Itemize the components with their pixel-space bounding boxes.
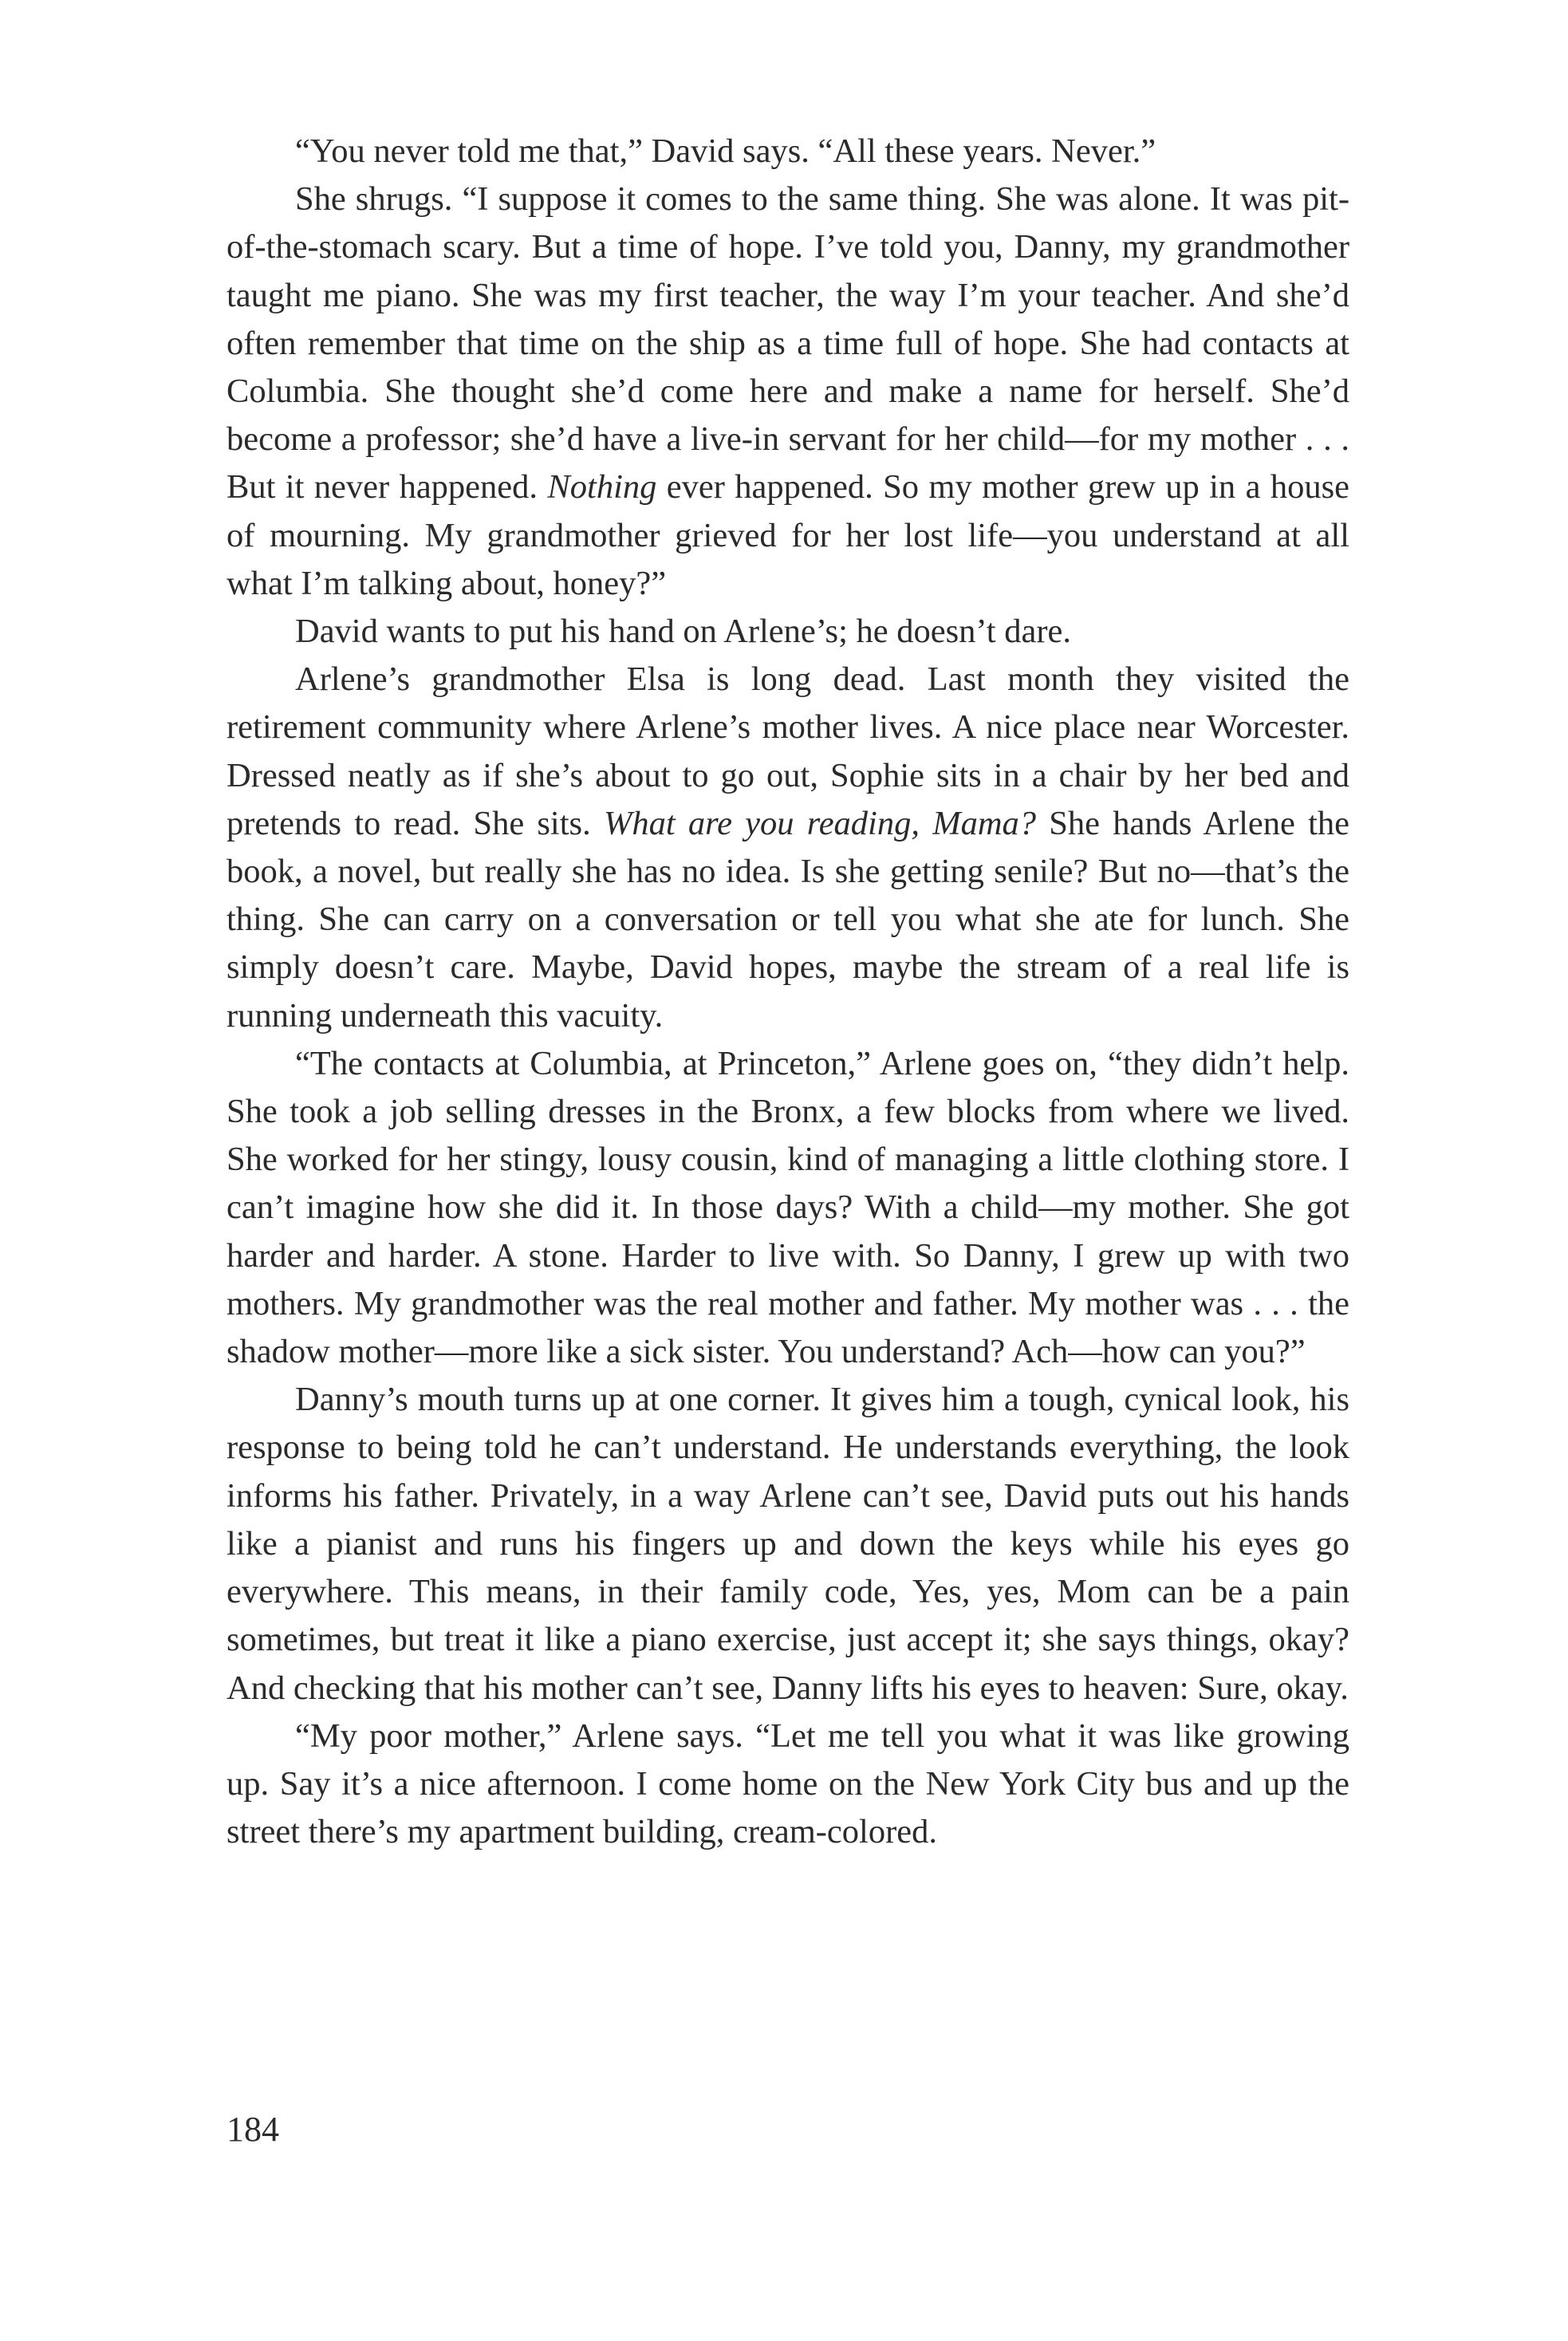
text-segment: She shrugs. “I suppose it comes to the same thing. She was alone. It was pit-of-the-stomach scary. But a time of hope. I’ve told you, Danny, my grandmother taught me piano. She was my first teacher, the way I’m your teacher. And she’d often remember that time on the ship as a time full of hope. She had contacts at Columbia. She thought she’d come here and make a name for herself. She’d become a professor; she’d have a live-in servant for her child—for my mother . . . But it never happened. [227, 180, 1349, 506]
text-segment: “My poor mother,” Arlene says. “Let me tell you what it was like growing up. Say it’s a nice afternoon. I come home on the New York City bus and up the street there’s my apartment building, cream-colored. [227, 1716, 1349, 1851]
text-segment: She hands Arlene the book, a novel, but really she has no idea. Is she getting senile? But no—that’s the thing. She can carry on a conversation or tell you what she ate for lunch. She simply doesn’t care. Maybe, David hopes, maybe the stream of a real life is running underneath this vacuity. [227, 804, 1350, 1035]
text-segment: “The contacts at Columbia, at Princeton,” Arlene goes on, “they didn’t help. She took a job selling dresses in the Bronx, a few blocks from where we lived. She worked for her stingy, lousy cousin, kind of managing a little clothing store. I can’t imagine how she did it. In those days? With a child—my mother. She got harder and harder. A stone. Harder to live with. So Danny, I grew up with two mothers. My grandmother was the real mother and father. My mother was . . . the shadow mother—more like a sick sister. You understand? Ach—how can you?” [227, 1044, 1349, 1371]
page-number: 184 [227, 2110, 279, 2149]
paragraph-1 [227, 128, 1349, 175]
italic-text-segment: What are you reading, Mama? [603, 804, 1037, 842]
paragraph-2 [227, 175, 1349, 608]
text-segment: David wants to put his hand on Arlene’s; he doesn’t dare. [295, 613, 1071, 651]
paragraph-7 [227, 1712, 1349, 1857]
paragraph-6 [227, 1376, 1349, 1712]
paragraph-5 [227, 1040, 1349, 1376]
text-segment: ever happened. So my mother grew up in a house of mourning. My grandmother grieved for her lost life—you understand at all what I’m talking about, honey?” [227, 468, 1349, 602]
paragraph-4 [227, 656, 1349, 1040]
body-text [227, 128, 1349, 1856]
paragraph-3 [227, 608, 1349, 656]
text-segment: Danny’s mouth turns up at one corner. It gives him a tough, cynical look, his response to being told he can’t understand. He understands everything, the look informs his father. Privately, in a way Arlene can’t see, David puts out his hands like a pianist and runs his fingers up and down the keys while his eyes go everywhere. This means, in their family code, Yes, yes, Mom can be a pain sometimes, but treat it like a piano exercise, just accept it; she says things, okay? And checking that his mother can’t see, Danny lifts his eyes to heaven: Sure, okay. [227, 1381, 1349, 1707]
italic-text-segment: Nothing [547, 468, 657, 506]
text-segment: “You never told me that,” David says. “All these years. Never.” [295, 132, 1156, 170]
text-segment: Arlene’s grandmother Elsa is long dead. Last month they visited the retirement community where Arlene’s mother lives. A nice place near Worcester. Dressed neatly as if she’s about to go out, Sophie sits in a chair by her bed and pretends to read. She sits. [227, 660, 1349, 842]
